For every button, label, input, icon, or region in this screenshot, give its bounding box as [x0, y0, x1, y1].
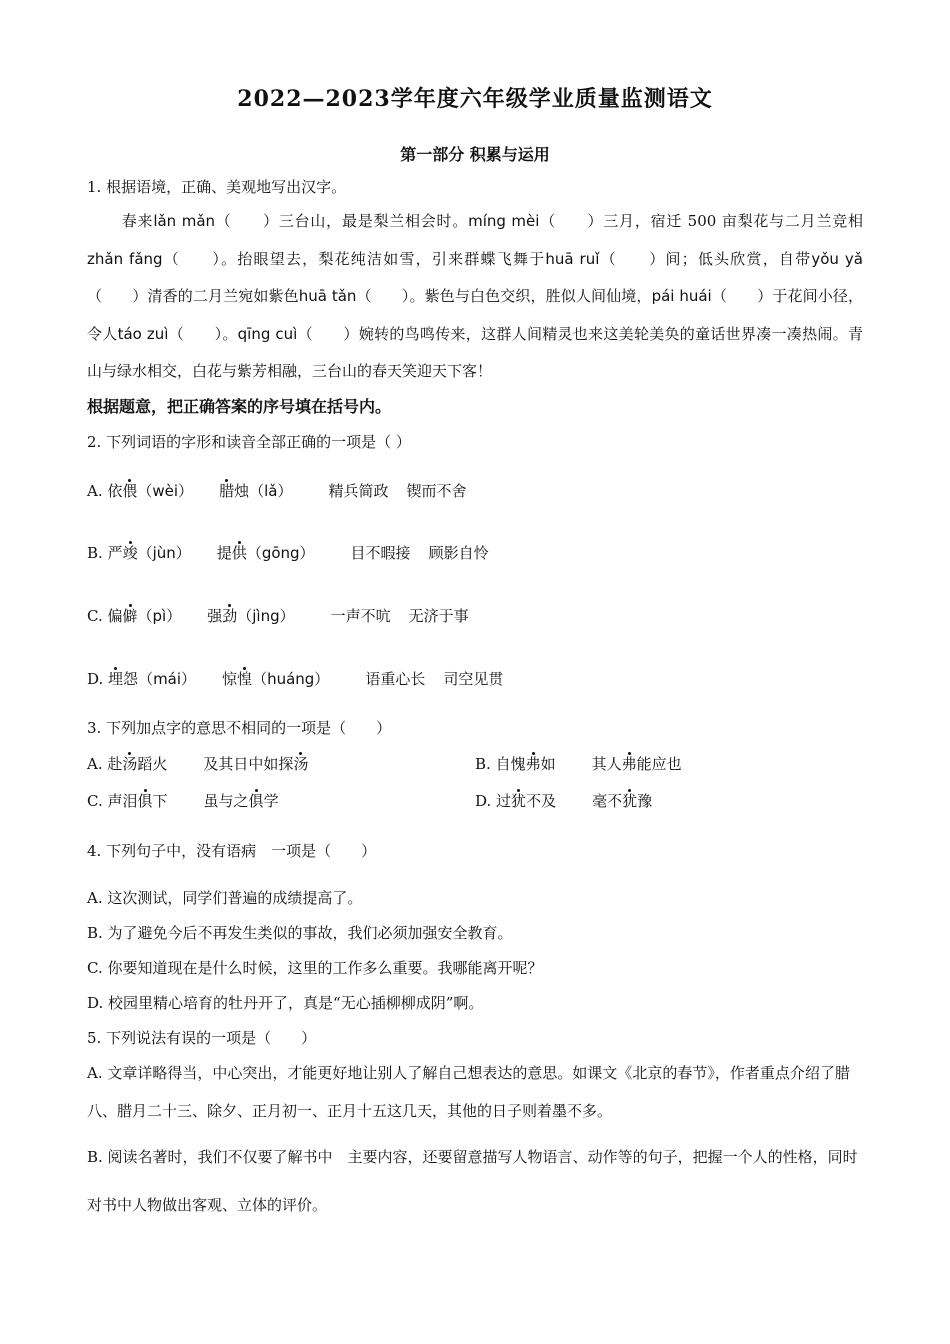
pinyin-3: zhǎn fǎng	[87, 249, 163, 268]
q4-option-c: C. 你要知道现在是什么时候，这里的工作多么重要。我哪能离开呢？	[87, 959, 543, 977]
page-title: 2022—2023学年度六年级学业质量监测语文	[237, 86, 713, 112]
q4-option-b: B. 为了避免今后不再发生类似的事故，我们必须加强安全教育。	[87, 924, 513, 942]
q5-option-b: B. 阅读名著时，我们不仅要了解书中 主要内容，还要留意描写人物语言、动作等的句子，把握一个人的性格，同时对书中人物做出客观、立体的评价。	[87, 1148, 858, 1214]
q4-stem: 4. 下列句子中，没有语病 一项是（ ）	[87, 842, 377, 860]
q3-stem: 3. 下列加点字的意思不相同的一项是（ ）	[87, 719, 392, 737]
pinyin-1: lǎn mǎn	[153, 212, 216, 230]
pinyin-6: huā tǎn	[298, 287, 357, 305]
q2-option-a: A. 依偎（wèi） 腊烛（lǎ） 精兵简政 锲而不舍	[87, 482, 467, 500]
q3-option-c: C. 声泪俱下 虽与之俱学	[87, 792, 279, 810]
pinyin-2: míng mèi	[468, 212, 540, 230]
pinyin-7: pái huái	[651, 287, 712, 305]
q2-option-c: C. 偏僻（pì） 强劲（jìng） 一声不吭 无济于事	[87, 607, 469, 625]
section-heading: 第一部分 积累与运用	[400, 145, 550, 164]
q3-option-d: D. 过犹不及 毫不犹豫	[475, 792, 653, 810]
q2-option-b: B. 严竣（jùn） 提供（gōng） 目不暇接 顾影自怜	[87, 544, 489, 562]
pinyin-4: huā ruǐ	[545, 249, 600, 268]
q5-stem: 5. 下列说法有误的一项是（ ）	[87, 1029, 317, 1047]
pinyin-5: yǒu yǎ	[811, 249, 863, 268]
q1-stem: 1. 根据语境，正确、美观地写出汉字。	[87, 178, 347, 196]
instruction-heading: 根据题意，把正确答案的序号填在括号内。	[87, 397, 392, 416]
pinyin-9: qīng cuì	[237, 324, 298, 343]
q3-option-a: A. 赴汤蹈火 及其日中如探汤	[87, 755, 309, 773]
q1-passage: 春来lǎn mǎn（ ）三台山，最是梨兰相会时。míng mèi（ ）三月，宿迁 500 亩梨花与二月兰竞相zhǎn fǎng（ ）。抬眼望去，梨花纯洁如雪，引来群蝶飞舞于huā ruǐ（ ）间；低头欣赏，自带yǒu yǎ（ ）清香的二月兰宛如紫色huā tǎn（ ）。紫色与白色交织，胜似人间仙境，pái huái（ ）于花间小径，令人táo zuì（ ）。qīng cuì（ ）婉转的鸟鸣传来，这群人间精灵也来这美轮美奂的童话世界凑一凑热闹。青山与绿水相交，白花与紫芳相融，三台山的春天笑迎天下客！	[87, 212, 863, 380]
q2-stem: 2. 下列词语的字形和读音全部正确的一项是（ ）	[87, 433, 411, 451]
q4-option-a: A. 这次测试，同学们普遍的成绩提高了。	[87, 889, 363, 907]
q5-option-a: A. 文章详略得当，中心突出，才能更好地让别人了解自己想表达的意思。如课文《北京的春节》，作者重点介绍了腊八、腊月二十三、除夕、正月初一、正月十五这几天，其他的日子则着墨不多。	[87, 1064, 850, 1120]
q3-option-b: B. 自愧弗如 其人弗能应也	[475, 755, 682, 773]
q4-option-d: D. 校园里精心培育的牡丹开了，真是“无心插柳柳成阴”啊。	[87, 994, 484, 1012]
q2-option-d: D. 埋怨（mái） 惊惶（huáng） 语重心长 司空见贯	[87, 670, 504, 688]
pinyin-8: táo zuì	[117, 324, 169, 343]
